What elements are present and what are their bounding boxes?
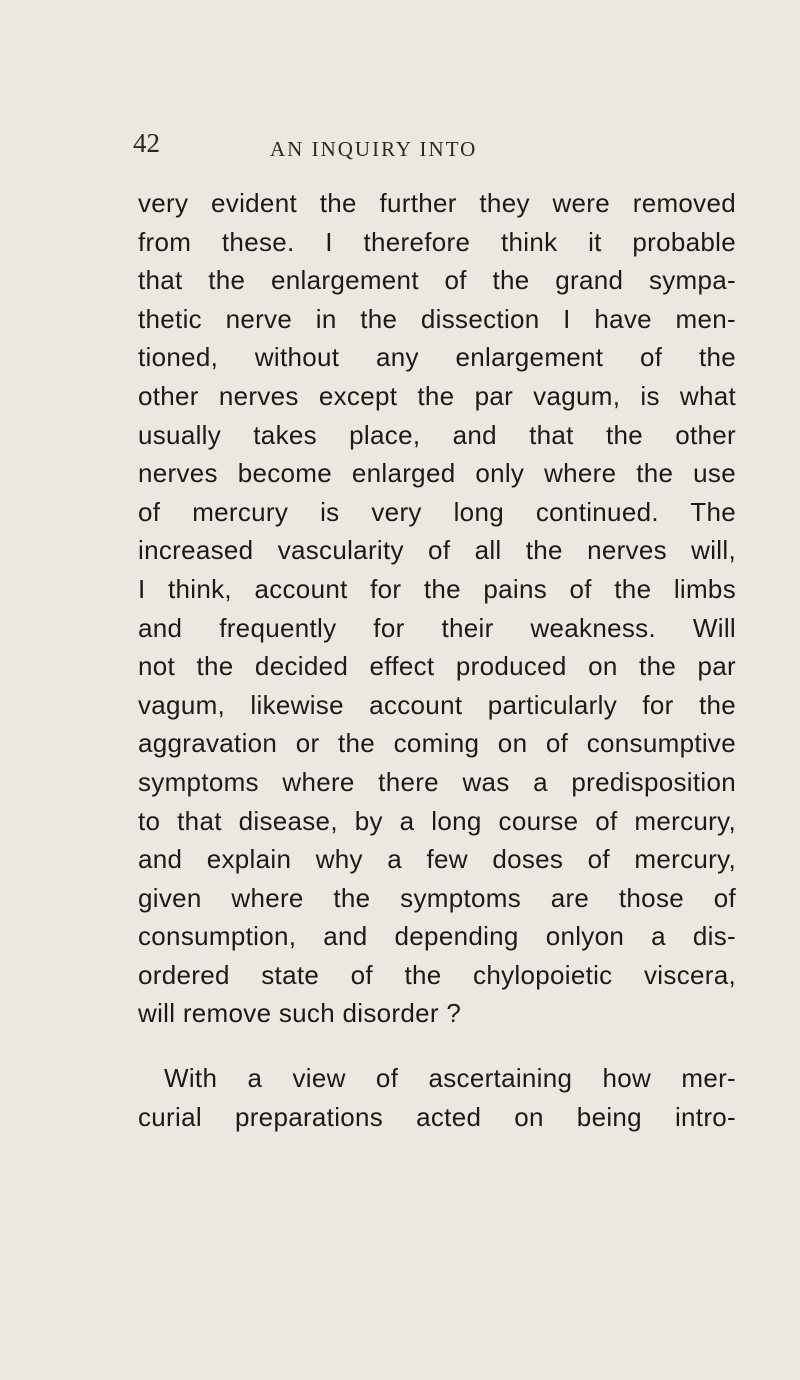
text-line: to that disease, by a long course of mercury, — [138, 805, 736, 836]
text-line: and frequently for their weakness. Will — [138, 612, 736, 643]
text-line: nerves become enlarged only where the use — [138, 458, 736, 489]
body-text — [138, 184, 736, 1136]
text-line: With a view of ascertaining how mer- — [164, 1063, 736, 1094]
text-line: aggravation or the coming on of consumptive — [138, 728, 736, 759]
paragraph-gap — [138, 1033, 736, 1059]
text-line: from these. I therefore think it probable — [138, 226, 736, 257]
text-line: will remove such disorder ? — [138, 998, 462, 1029]
text-line: symptoms where there was a predisposition — [138, 766, 736, 797]
text-line: ordered state of the chylopoietic viscera, — [138, 959, 736, 990]
text-line: usually takes place, and that the other — [138, 419, 736, 450]
paragraph-1 — [138, 184, 736, 1033]
text-line: of mercury is very long continued. The — [138, 496, 736, 527]
text-line: not the decided effect produced on the par — [138, 651, 736, 682]
page-number: 42 — [133, 128, 160, 158]
paragraph-2 — [138, 1059, 736, 1136]
text-line: thetic nerve in the dissection I have men- — [138, 303, 736, 334]
text-line: vagum, likewise account particularly for the — [138, 689, 736, 720]
text-line: that the enlargement of the grand sympa- — [138, 265, 736, 296]
text-line: curial preparations acted on being intro- — [138, 1101, 736, 1132]
running-title: AN INQUIRY INTO — [270, 137, 478, 161]
text-line: and explain why a few doses of mercury, — [138, 844, 736, 875]
text-line: increased vascularity of all the nerves will, — [138, 535, 736, 566]
text-line: very evident the further they were removed — [138, 188, 736, 218]
text-line: I think, account for the pains of the limbs — [138, 573, 736, 604]
text-line: other nerves except the par vagum, is what — [138, 380, 736, 411]
text-line: given where the symptoms are those of — [138, 882, 736, 913]
text-line: tioned, without any enlargement of the — [138, 342, 736, 373]
text-line: consumption, and depending onlyon a dis- — [138, 921, 736, 952]
